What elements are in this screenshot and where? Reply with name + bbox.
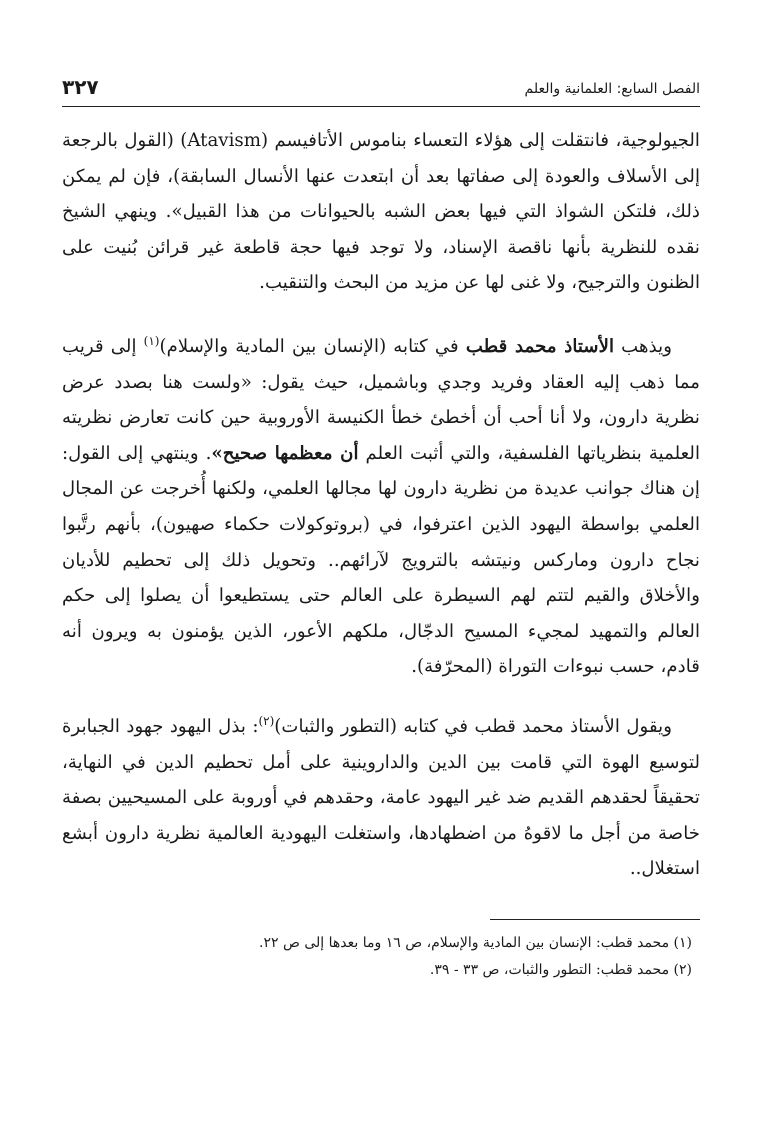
chapter-title: الفصل السابع: العلمانية والعلم <box>524 81 700 97</box>
paragraph-3 <box>62 709 700 887</box>
footnote-ref-1: (١) <box>143 333 160 348</box>
paragraph-1 <box>62 123 700 301</box>
paragraph-2-book: في كتابه (الإنسان بين المادية والإسلام) <box>159 335 466 357</box>
paragraph-2-rest: . وينتهي إلى القول: إن هناك جوانب عديدة من نظرية دارون لها مجالها العلمي، ولكنها أُخرجت عن المجال العلمي بواسطة اليهود الذين اعترفوا، في (بروتوكولات حكماء صهيون)، بأنهم رتَّبوا نجاح دارون وماركس ونيتشه بالترويج لآرائهم.. وتحويل ذلك إلى تحطيم للأديان والأخلاق والقيم لتتم لهم السيطرة على العالم حتى يستطيعوا أن يصلوا إلى حكم العالم والتمهيد لمجيء المسيح الدجّال، ملكهم الأعور، الذين يؤمنون به ويرون أنه قادم، حسب نبوءات التوراة (المحرّفة). <box>62 442 700 678</box>
footnote-ref-2: (٢) <box>258 713 275 728</box>
footnotes <box>62 930 700 984</box>
footnote-2: (٢) محمد قطب: التطور والثبات، ص ٣٣ - ٣٩. <box>429 961 692 978</box>
page-number: ٣٢٧ <box>62 75 99 99</box>
running-header <box>62 72 700 107</box>
quote-end-bold: أن معظمها صحيح» <box>211 442 359 464</box>
paragraph-3-lead: ويقول الأستاذ محمد قطب في كتابه (التطور والثبات) <box>274 715 672 737</box>
paragraph-3-rest: : بذل اليهود جهود الجبابرة لتوسيع الهوة التي قامت بين الدين والداروينية على أمل تحطيم الدين في النهاية، تحقيقاً لحقدهم القديم ضد غير اليهود عامة، وحقدهم في أوروبة على المسيحيين بصفة خاصة من أجل ما لاقوهُ من اضطهادها، واستغلت اليهودية العالمية نظرية دارون أبشع استغلال.. <box>62 715 700 880</box>
author-name-bold: الأستاذ محمد قطب <box>465 335 615 357</box>
paragraph-2-quote: إلى قريب مما ذهب إليه العقاد وفريد وجدي وباشميل، حيث يقول: «ولست هنا بصدد عرض نظرية دارون، ولا أنا أحب أن أخطئ خطأ الكنيسة الأوروبية حين كانت تعارض نظريته العلمية بنظرياتها الفلسفية، والتي أثبت العلم <box>62 335 700 464</box>
book-page <box>62 72 700 984</box>
paragraph-1-text: الجيولوجية، فانتقلت إلى هؤلاء التعساء بناموس الأتافيسم (Atavism) (القول بالرجعة إلى الأسلاف والعودة إلى صفاتها بعد أن ابتعدت عنها الأنسال السابقة)، فإن لم يمكن ذلك، فلتكن الشواذ التي فيها بعض الشبه بالحيوانات من هذا القبيل». وينهي الشيخ نقده للنظرية بأنها ناقصة الإسناد، ولا توجد فيها حجة قاطعة غير قرائن بُنيت على الظنون والترجيح، ولا غنى لها عن مزيد من البحث والتنقيب. <box>62 130 700 294</box>
paragraph-2 <box>62 329 700 685</box>
footnote-separator <box>490 919 700 920</box>
footnote-1: (١) محمد قطب: الإنسان بين المادية والإسلام، ص ١٦ وما بعدها إلى ص ٢٢. <box>259 934 692 951</box>
body-text <box>62 123 700 887</box>
paragraph-2-lead: ويذهب <box>614 335 672 357</box>
